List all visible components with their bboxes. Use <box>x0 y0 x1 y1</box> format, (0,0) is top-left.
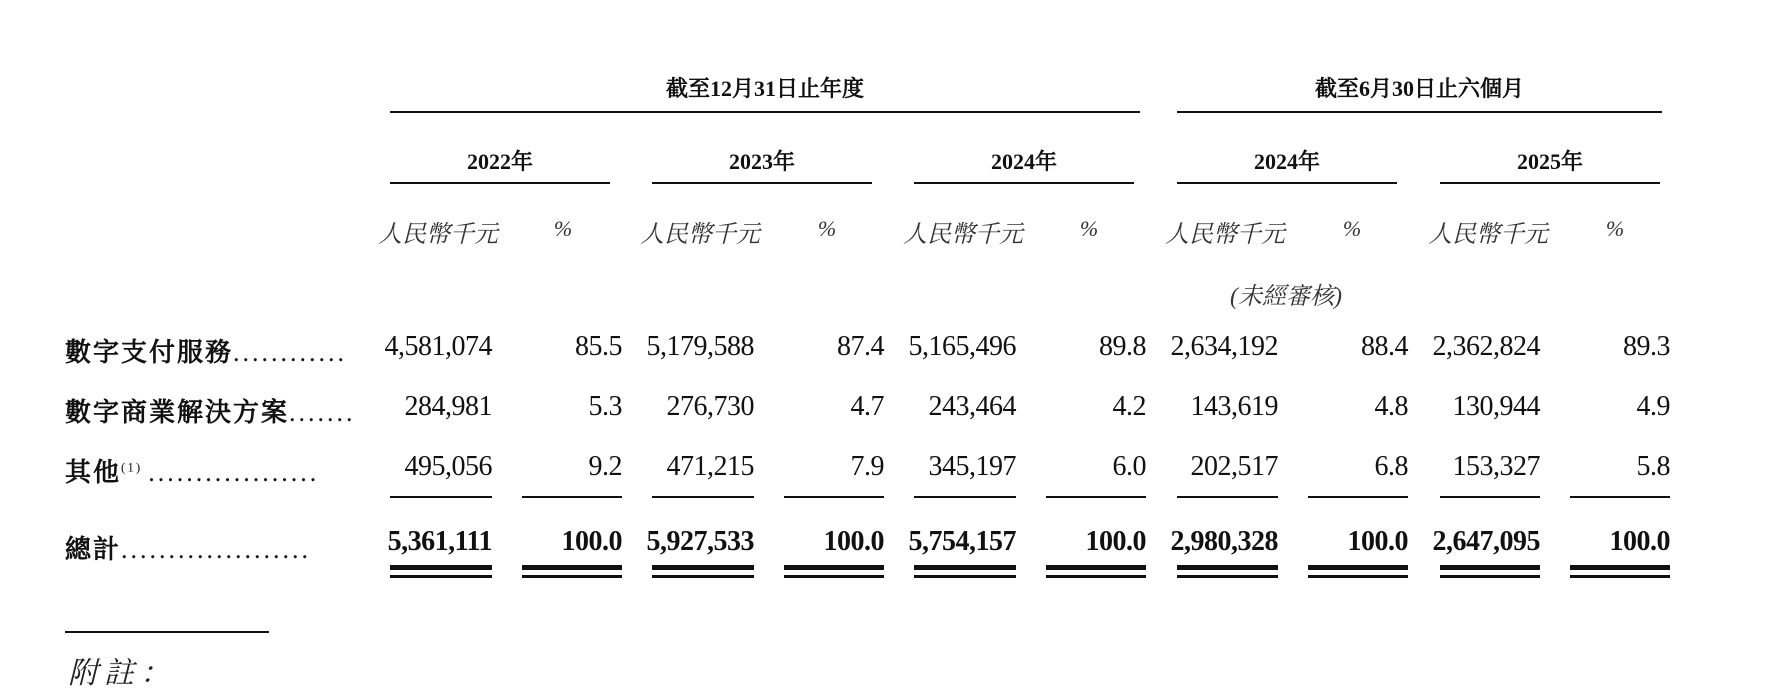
cell-amount: 153,327 <box>1452 451 1540 482</box>
unit-label: 人民幣千元 <box>640 222 760 248</box>
leader-dots: ....... <box>289 398 356 427</box>
pct-label: % <box>553 216 573 241</box>
pct-label: % <box>1605 216 1625 241</box>
group-rule-half <box>1177 111 1662 113</box>
pct-label: % <box>817 216 837 241</box>
year-rule-2022 <box>390 182 610 184</box>
cell-pct: 87.4 <box>837 331 884 362</box>
cell-amount: 5,179,588 <box>646 331 754 362</box>
subtotal-rule <box>914 496 1016 498</box>
cell-amount: 2,634,192 <box>1170 331 1278 362</box>
total-double-rule <box>784 565 884 578</box>
cell-total-pct: 100.0 <box>561 526 622 557</box>
total-double-rule <box>1308 565 1408 578</box>
cell-amount: 4,581,074 <box>384 331 492 362</box>
cell-total-pct: 100.0 <box>1609 526 1670 557</box>
pct-label: % <box>1342 216 1362 241</box>
cell-amount: 276,730 <box>666 391 754 422</box>
cell-amount: 345,197 <box>928 451 1016 482</box>
cell-pct: 85.5 <box>575 331 622 362</box>
subtotal-rule <box>652 496 754 498</box>
cell-total-amount: 2,647,095 <box>1432 526 1540 557</box>
row-label-digital-commerce <box>65 392 356 429</box>
cell-amount: 243,464 <box>928 391 1016 422</box>
cell-pct: 7.9 <box>850 451 884 482</box>
row-label-text: 其他 <box>65 458 122 487</box>
total-double-rule <box>1046 565 1146 578</box>
cell-amount: 2,362,824 <box>1432 331 1540 362</box>
row-label-digital-payment <box>65 332 347 369</box>
footnote-ref: (1) <box>121 459 143 475</box>
leader-dots: .................... <box>121 535 312 564</box>
footnote-title: 附註： <box>68 657 176 690</box>
cell-pct: 4.7 <box>850 391 884 422</box>
cell-amount: 495,056 <box>404 451 492 482</box>
total-double-rule <box>390 565 492 578</box>
year-rule-2023 <box>652 182 872 184</box>
total-double-rule <box>652 565 754 578</box>
cell-total-pct: 100.0 <box>1347 526 1408 557</box>
total-double-rule <box>522 565 622 578</box>
total-double-rule <box>1440 565 1540 578</box>
year-rule-2025 <box>1440 182 1660 184</box>
subtotal-rule <box>784 496 884 498</box>
group-rule-year <box>390 111 1140 113</box>
unit-label: 人民幣千元 <box>1428 222 1548 248</box>
year-rule-2024 <box>914 182 1134 184</box>
cell-pct: 9.2 <box>588 451 622 482</box>
pct-label: % <box>1079 216 1099 241</box>
cell-amount: 202,517 <box>1190 451 1278 482</box>
cell-total-amount: 2,980,328 <box>1170 526 1278 557</box>
subtotal-rule <box>1046 496 1146 498</box>
subtotal-rule <box>522 496 622 498</box>
total-double-rule <box>1570 565 1670 578</box>
cell-pct: 5.3 <box>588 391 622 422</box>
cell-total-pct: 100.0 <box>1085 526 1146 557</box>
cell-total-amount: 5,927,533 <box>646 526 754 557</box>
cell-pct: 6.8 <box>1374 451 1408 482</box>
year-header-2023: 2023年 <box>728 149 795 174</box>
leader-dots: .................. <box>148 458 320 487</box>
year-header-2024-half: 2024年 <box>1253 149 1320 174</box>
unit-label: 人民幣千元 <box>903 222 1023 248</box>
row-label-text: 總計 <box>65 535 122 564</box>
cell-total-amount: 5,361,111 <box>387 526 492 557</box>
unit-label: 人民幣千元 <box>378 222 498 248</box>
subtotal-rule <box>1440 496 1540 498</box>
cell-pct: 4.8 <box>1374 391 1408 422</box>
group-header-half: 截至6月30日止六個月 <box>1314 76 1524 101</box>
year-header-2022: 2022年 <box>466 149 533 174</box>
year-header-2025: 2025年 <box>1516 149 1583 174</box>
footnote-rule <box>65 631 269 633</box>
cell-pct: 4.9 <box>1636 391 1670 422</box>
cell-amount: 5,165,496 <box>908 331 1016 362</box>
row-label-others <box>65 452 319 489</box>
unit-label: 人民幣千元 <box>1165 222 1285 248</box>
cell-amount: 284,981 <box>404 391 492 422</box>
cell-pct: 89.3 <box>1623 331 1670 362</box>
group-header-year: 截至12月31日止年度 <box>665 76 864 101</box>
cell-pct: 4.2 <box>1112 391 1146 422</box>
leader-dots: ............ <box>233 338 348 367</box>
cell-total-amount: 5,754,157 <box>908 526 1016 557</box>
row-label-total <box>65 529 311 566</box>
unaudited-label: (未經審核) <box>1230 284 1342 310</box>
cell-pct: 88.4 <box>1361 331 1408 362</box>
cell-pct: 6.0 <box>1112 451 1146 482</box>
cell-pct: 5.8 <box>1636 451 1670 482</box>
cell-amount: 143,619 <box>1190 391 1278 422</box>
year-rule-2024-half <box>1177 182 1397 184</box>
cell-amount: 130,944 <box>1452 391 1540 422</box>
subtotal-rule <box>390 496 492 498</box>
row-label-text: 數字商業解決方案 <box>65 398 290 427</box>
subtotal-rule <box>1570 496 1670 498</box>
total-double-rule <box>1177 565 1278 578</box>
cell-pct: 89.8 <box>1099 331 1146 362</box>
cell-total-pct: 100.0 <box>823 526 884 557</box>
total-double-rule <box>914 565 1016 578</box>
cell-amount: 471,215 <box>666 451 754 482</box>
year-header-2024: 2024年 <box>990 149 1057 174</box>
subtotal-rule <box>1177 496 1278 498</box>
subtotal-rule <box>1308 496 1408 498</box>
row-label-text: 數字支付服務 <box>65 338 234 367</box>
